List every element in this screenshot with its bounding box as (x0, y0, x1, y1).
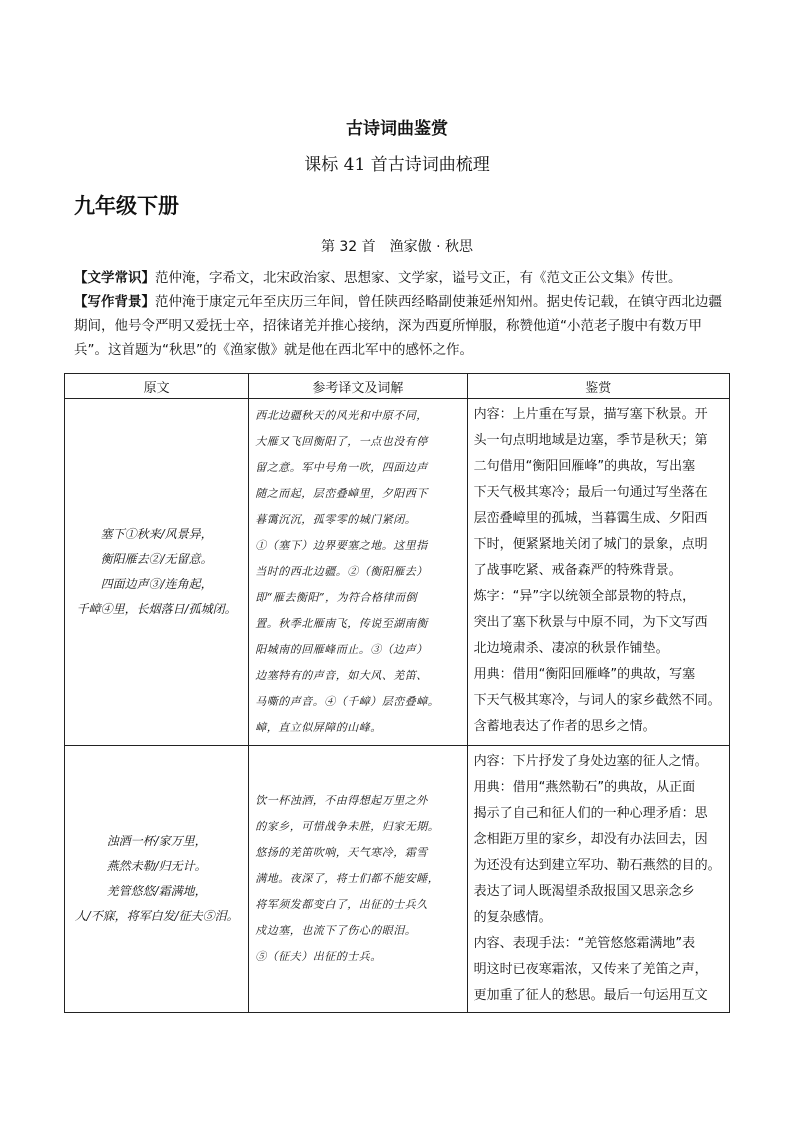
text-line: 浊酒一杯/家万里， (106, 834, 207, 848)
text-line: 用典：借用“衡阳回雁峰”的典故，写塞 (473, 667, 696, 682)
text-line: 西北边疆秋天的风光和中原不同， (255, 409, 428, 422)
writing-background (74, 290, 734, 362)
text-line: 燕然未勒/归无计。 (106, 859, 207, 873)
text-line: 用典：借用“燕然勒石”的典故，从正面 (473, 780, 696, 795)
original-cell (65, 399, 249, 746)
header-original: 原文 (65, 374, 249, 399)
literary-text: 范仲淹，字希文，北宋政治家、思想家、文学家，谥号文正，有《范文正公文集》传世。 (155, 270, 682, 286)
literary-tag: 【文学常识】 (74, 270, 155, 286)
text-line: 揭示了自己和征人们的一种心理矛盾：思 (473, 806, 708, 821)
text-line: 为还没有达到建立军功、勒石燕然的目的。 (473, 858, 721, 873)
text-line: 明这时已夜寒霜浓，又传来了羌笛之声， (473, 962, 708, 977)
analysis-table (64, 373, 730, 1013)
table-row (65, 746, 730, 1013)
text-line: 悠扬的羌笛吹响，天气寒冷，霜雪 (255, 846, 428, 859)
text-line: 炼字：“异”字以统领全部景物的特点， (473, 589, 696, 604)
table-header-row (65, 374, 730, 399)
text-line: ①（塞下）边界要塞之地。这里指 (255, 539, 428, 552)
background-tag: 【写作背景】 (74, 294, 155, 310)
header-appreciation: 鉴赏 (467, 374, 729, 399)
text-line: 下时，便紧紧地关闭了城门的景象，点明 (473, 537, 708, 552)
text-line: 内容：下片抒发了身处边塞的征人之情。 (473, 754, 708, 769)
text-line: 的家乡，可惜战争未胜，归家无期。 (255, 820, 440, 833)
literary-knowledge (74, 266, 734, 290)
text-line: 衡阳雁去②/无留意。 (100, 552, 213, 566)
text-line: 内容：上片重在写景，描写塞下秋景。开 (473, 407, 708, 422)
text-line: 含蓄地表达了作者的思乡之情。 (473, 719, 656, 734)
text-line: 将军须发都变白了，出征的士兵久 (255, 898, 428, 911)
grade-heading: 九年级下册 (74, 194, 179, 218)
text-line: ⑤（征夫）出征的士兵。 (255, 950, 382, 963)
appreciation-cell (467, 399, 729, 746)
header-translation: 参考译文及词解 (249, 374, 467, 399)
main-title: 古诗词曲鉴赏 (346, 119, 448, 139)
text-line: 突出了塞下秋景与中原不同，为下文写西 (473, 615, 708, 630)
sub-title: 课标 41 首古诗词曲梳理 (304, 155, 490, 175)
text-line: 北边境肃杀、凄凉的秋景作铺垫。 (473, 641, 669, 656)
translation-cell (249, 399, 467, 746)
text-line: 饮一杯浊酒，不由得想起万里之外 (255, 794, 428, 807)
table-row (65, 399, 730, 746)
text-line: 置。秋季北雁南飞，传说至湖南衡 (255, 617, 428, 630)
text-line: 随之而起，层峦叠嶂里，夕阳西下 (255, 487, 428, 500)
text-line: 嶂，直立似屏障的山峰。 (255, 721, 382, 734)
text-line: 暮霭沉沉，孤零零的城门紧闭。 (255, 513, 417, 526)
text-line: 千嶂④里，长烟落日/孤城闭。 (76, 602, 237, 616)
appreciation-cell (467, 746, 729, 1013)
text-line: 即“雁去衡阳”，为符合格律而倒 (255, 591, 418, 604)
text-line: 的复杂感情。 (473, 910, 552, 925)
text-line: 戍边塞，也流下了伤心的眼泪。 (255, 924, 417, 937)
text-line: 内容、表现手法：“羌管悠悠霜满地”表 (473, 936, 696, 951)
text-line: 留之意。军中号角一吹，四面边声 (255, 461, 428, 474)
text-line: 马嘶的声音。④（千嶂）层峦叠嶂。 (255, 695, 440, 708)
text-line: 塞下①秋来/风景异， (100, 527, 213, 541)
background-text: 范仲淹于康定元年至庆历三年间，曾任陕西经略副使兼延州知州。据史传记载，在镇守西北边疆期间，他号令严明又爱抚士卒，招徕诸羌并推心接纳，深为西夏所惮服，称赞他道“小范老子腹中有数万甲兵”。这首题为“秋思”的《渔家傲》就是他在西北军中的感怀之作。 (74, 294, 722, 358)
text-line: 边塞特有的声音，如大风、羌笛、 (255, 669, 428, 682)
text-line: 二句借用“衡阳回雁峰”的典故，写出塞 (473, 459, 696, 474)
text-line: 了战事吃紧、戒备森严的特殊背景。 (473, 563, 682, 578)
text-line: 下天气极其寒冷，与词人的家乡截然不同。 (473, 693, 721, 708)
text-line: 四面边声③/连角起， (100, 577, 213, 591)
poem-heading: 第 32 首 渔家傲 · 秋思 (320, 239, 474, 255)
text-line: 羌管悠悠/霜满地， (106, 884, 207, 898)
text-line: 满地。夜深了，将士们都不能安睡， (255, 872, 440, 885)
text-line: 大雁又飞回衡阳了，一点也没有停 (255, 435, 428, 448)
text-line: 头一句点明地域是边塞，季节是秋天；第 (473, 433, 708, 448)
text-line: 层峦叠嶂里的孤城，当暮霭生成、夕阳西 (473, 511, 708, 526)
original-cell (65, 746, 249, 1013)
text-line: 阳城南的回雁峰而止。③（边声） (255, 643, 428, 656)
text-line: 人/不寐，将军白发/征夫⑤泪。 (74, 909, 239, 923)
text-line: 更加重了征人的愁思。最后一句运用互文 (473, 988, 708, 1003)
translation-cell (249, 746, 467, 1013)
text-line: 念相距万里的家乡，却没有办法回去，因 (473, 832, 708, 847)
text-line: 下天气极其寒冷；最后一句通过写坐落在 (473, 485, 708, 500)
text-line: 当时的西北边疆。②（衡阳雁去） (255, 565, 428, 578)
text-line: 表达了词人既渴望杀敌报国又思亲念乡 (473, 884, 695, 899)
